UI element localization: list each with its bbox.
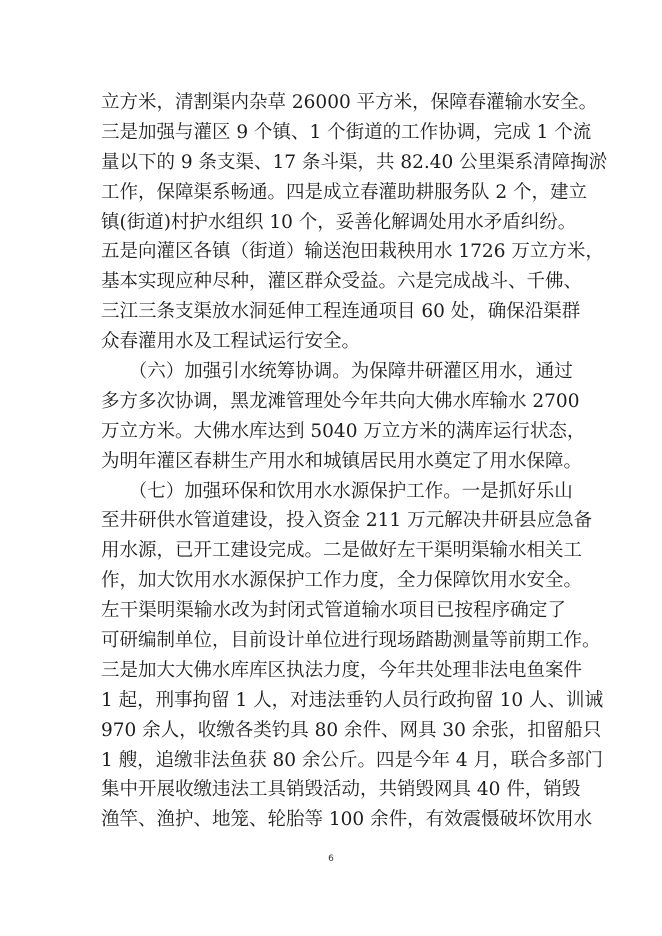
text-line: 三是加大大佛水库库区执法力度，今年共处理非法电鱼案件 — [101, 659, 583, 681]
document-body — [101, 88, 608, 835]
text-line: 作，加大饮用水水源保护工作力度，全力保障饮用水安全。 — [101, 570, 583, 592]
text-line: 三江三条支渠放水洞延伸工程连通项目 60 处，确保沿渠群 — [101, 301, 581, 323]
text-line: 万立方米。大佛水库达到 5040 万立方米的满库运行状态， — [101, 420, 586, 442]
text-line: 970 余人，收缴各类钓具 80 余件、网具 30 余张，扣留船只 — [101, 719, 602, 741]
text-line: 五是向灌区各镇（街道）输送泡田栽秧用水 1726 万立方米， — [101, 241, 604, 263]
text-line: 渔竿、渔护、地笼、轮胎等 100 余件，有效震慑破坏饮用水 — [101, 809, 593, 831]
text-line: 量以下的 9 条支渠、17 条斗渠，共 82.40 公里渠系清障掏淤 — [101, 151, 608, 173]
text-line: 可研编制单位，目前设计单位进行现场踏勘测量等前期工作。 — [101, 630, 601, 652]
text-line: （六）加强引水统筹协调。为保障井研灌区用水，通过 — [101, 361, 573, 383]
text-line: 立方米，清割渠内杂草 26000 平方米，保障春灌输水安全。 — [101, 92, 598, 113]
text-line: 集中开展收缴违法工具销毁活动，共销毁网具 40 件，销毁 — [101, 779, 581, 801]
page-number: 6 — [328, 854, 334, 864]
text-line: 1 艘，追缴非法鱼获 80 余公斤。四是今年 4 月，联合多部门 — [101, 749, 603, 771]
text-line: 三是加强与灌区 9 个镇、1 个街道的工作协调，完成 1 个流 — [101, 121, 592, 143]
text-line: 至井研供水管道建设，投入资金 211 万元解决井研县应急备 — [101, 510, 593, 532]
text-line: 众春灌用水及工程试运行安全。 — [101, 331, 361, 353]
text-line: 基本实现应种尽种，灌区群众受益。六是完成战斗、千佛、 — [101, 271, 583, 293]
text-line: （七）加强环保和饮用水水源保护工作。一是抓好乐山 — [101, 480, 573, 502]
text-line: 镇(街道)村护水组织 10 个，妥善化解调处用水矛盾纠纷。 — [101, 211, 577, 233]
text-line: 工作，保障渠系畅通。四是成立春灌助耕服务队 2 个，建立 — [101, 181, 588, 203]
text-line: 左干渠明渠输水改为封闭式管道输水项目已按程序确定了 — [101, 600, 566, 622]
text-line: 为明年灌区春耕生产用水和城镇居民用水奠定了用水保障。 — [101, 450, 583, 472]
text-line: 用水源，已开工建设完成。二是做好左干渠明渠输水相关工 — [101, 540, 583, 562]
text-line: 多方多次协调，黑龙滩管理处今年共向大佛水库输水 2700 — [101, 390, 580, 412]
text-line: 1 起，刑事拘留 1 人，对违法垂钓人员行政拘留 10 人、训诫 — [101, 689, 603, 711]
